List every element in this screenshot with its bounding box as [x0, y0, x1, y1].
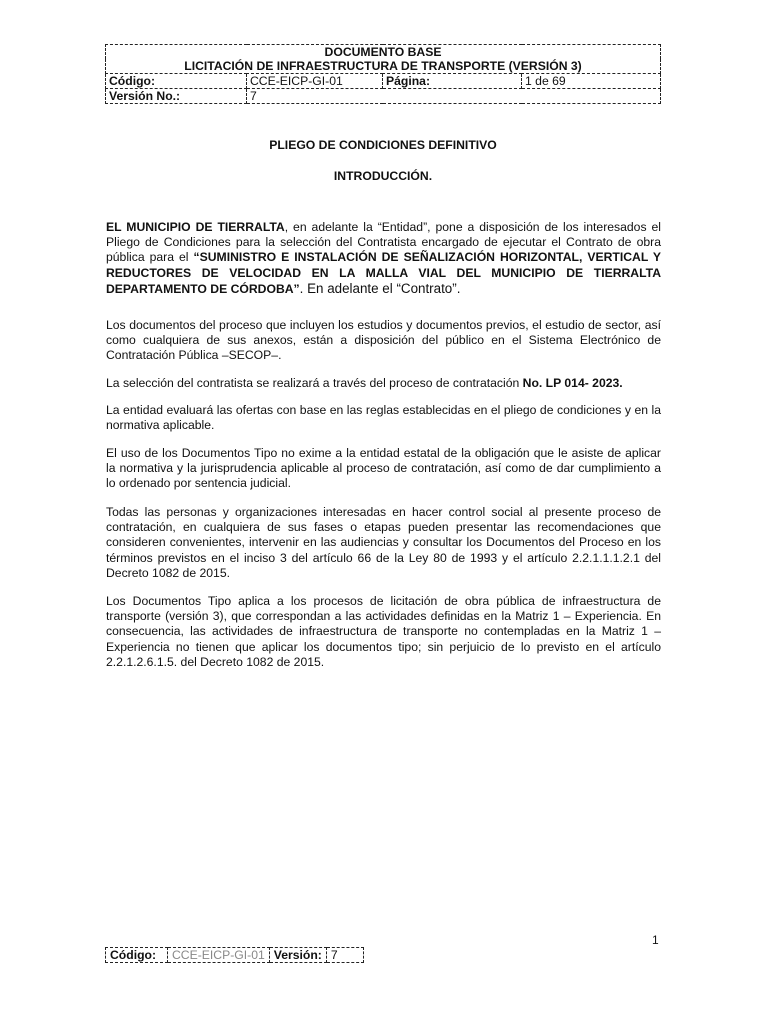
footer-version-value: 7	[326, 948, 363, 963]
document-title: PLIEGO DE CONDICIONES DEFINITIVO	[269, 138, 497, 152]
intro-paragraph-5: El uso de los Documentos Tipo no exime a la entidad estatal de la obligación que le asiste de aplicar la normativa y la jurisprudencia aplicable al proceso de contratación, así como de dar cumplimiento a lo ordenado por sentencia judicial.	[106, 446, 661, 491]
footer-codigo-label: Código:	[106, 948, 168, 963]
intro-paragraph-7: Los Documentos Tipo aplica a los procesos de licitación de obra pública de infraestructura de transporte (versión 3), que correspondan a las actividades definidas en la Matriz 1 – Experiencia. En consecuencia, las actividades de infraestructura de transporte no contempladas en la Matriz 1 – Experiencia no tienen que aplicar los documentos tipo; sin perjuicio de lo previsto en el artículo 2.2.1.2.6.1.5. del Decreto 1082 de 2015.	[106, 594, 661, 669]
p1-text-1: , en adelante la “Entidad”, pone a disposición de los interesados el Pliego de Condiciones para la selección del Contratista encargado de ejecutar el Contrato de obra pública para el	[106, 220, 661, 265]
header-pagina-label: Página:	[383, 74, 522, 89]
footer-codigo-value: CCE-EICP-GI-01	[168, 948, 270, 963]
document-footer-table	[105, 947, 364, 963]
process-number: No. LP 014- 2023.	[522, 376, 623, 390]
intro-paragraph-3	[106, 376, 661, 391]
section-title: INTRODUCCIÓN.	[333, 169, 433, 183]
intro-paragraph-6: Todas las personas y organizaciones interesadas en hacer control social al presente proceso de contratación, en cualquiera de sus fases o etapas pueden presentar las recomendaciones que consideren convenientes, intervenir en las audiencias y consultar los Documentos del Proceso en los términos previstos en el inciso 3 del artículo 66 de la Ley 80 de 1993 y el artículo 2.2.1.1.1.2.1 del Decreto 1082 de 2015.	[106, 505, 661, 580]
intro-paragraph-2: Los documentos del proceso que incluyen los estudios y documentos previos, el estudio de sector, así como cualquiera de sus anexos, están a disposición del público en el Sistema Electrónico de Contratación Pública –SECOP–.	[106, 318, 661, 363]
header-pagina-value: 1 de 69	[522, 74, 661, 89]
p1-text-2: . En adelante el “Contrato”.	[299, 280, 461, 296]
p3-text: La selección del contratista se realizará a través del proceso de contratación	[106, 376, 523, 390]
footer-version-label: Versión:	[269, 948, 326, 963]
intro-paragraph-1	[106, 220, 661, 297]
header-title-line2: LICITACIÓN DE INFRAESTRUCTURA DE TRANSPORTE (VERSIÓN 3)	[106, 59, 661, 74]
header-codigo-value: CCE-EICP-GI-01	[247, 74, 383, 89]
page-number: 1	[652, 933, 659, 947]
document-header-table	[105, 44, 661, 104]
header-title-line1: DOCUMENTO BASE	[106, 45, 661, 60]
header-version-value: 7	[247, 89, 661, 104]
entity-name: EL MUNICIPIO DE TIERRALTA	[106, 220, 285, 234]
contract-object: “SUMINISTRO E INSTALACIÓN DE SEÑALIZACIÓN HORIZONTAL, VERTICAL Y REDUCTORES DE VELOCIDAD EN LA MALLA VIAL DEL MUNICIPIO DE TIERRALTA DEPARTAMENTO DE CÓRDOBA”	[106, 250, 661, 296]
header-version-label: Versión No.:	[106, 89, 247, 104]
header-codigo-label: Código:	[106, 74, 247, 89]
intro-paragraph-4: La entidad evaluará las ofertas con base en las reglas establecidas en el pliego de condiciones y en la normativa aplicable.	[106, 403, 661, 433]
